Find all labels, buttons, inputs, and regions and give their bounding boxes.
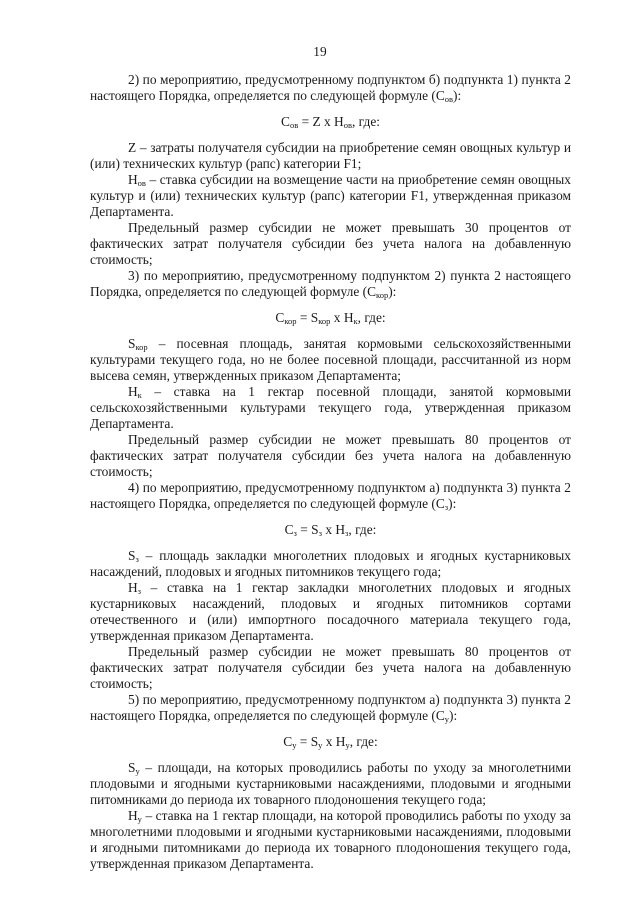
formula-subscript: кор: [284, 316, 297, 326]
paragraph-text-continued: – ставка на 1 гектар посевной площади, занятой кормовыми сельскохозяйственными культурами текущего года, утвержденная приказом Департамента.: [90, 384, 571, 431]
paragraph-text: Н: [128, 808, 138, 823]
paragraph-text-continued: ):: [448, 496, 457, 511]
paragraph-subscript: к: [137, 390, 142, 400]
paragraph-subscript: кор: [135, 342, 148, 352]
paragraph: [90, 432, 571, 480]
paragraph: [90, 580, 571, 644]
formula-subscript: з: [318, 528, 322, 538]
paragraph: [90, 172, 571, 220]
paragraph: [90, 268, 571, 300]
paragraph-text-continued: – площадь закладки многолетних плодовых и ягодных кустарниковых насаждений, плодовых и ягодных питомников текущего года;: [90, 548, 571, 579]
formula-subscript: ов: [289, 120, 299, 130]
paragraph: [90, 220, 571, 268]
paragraph-text: Н: [128, 172, 138, 187]
paragraph-text-continued: – посевная площадь, занятая кормовыми сельскохозяйственными культурами текущего года, но не более посевной площади, рассчитанной из норм высева семян, утвержденных приказом Департамента;: [90, 336, 571, 383]
formula-subscript: кор: [318, 316, 331, 326]
formula-part: , где:: [348, 522, 377, 537]
formula-subscript: з: [345, 528, 349, 538]
paragraph-text: 4) по мероприятию, предусмотренному подпунктом а) подпункта 3) пункта 2 настоящего Порядка, определяется по следующей формуле (С: [90, 480, 571, 511]
formula-part: , где:: [349, 734, 378, 749]
formula-subscript: ов: [343, 120, 352, 130]
paragraph-subscript: у: [137, 814, 142, 824]
paragraph: [90, 760, 571, 808]
paragraph-subscript: з: [137, 586, 142, 596]
paragraph-text-continued: – площади, на которых проводились работы по уходу за многолетними плодовыми и ягодными кустарниковыми насаждениями, плодовыми и ягодными питомниками до периода их товарного плодоношения текущего года;: [90, 760, 571, 807]
formula-part: , где:: [357, 310, 386, 325]
paragraph-text: Н: [128, 580, 138, 595]
formula-part: х Н: [330, 310, 354, 325]
paragraph: [90, 692, 571, 724]
formula-part: С: [284, 522, 294, 537]
formula-part: х Н: [322, 734, 346, 749]
formula-part: х Н: [321, 522, 346, 537]
paragraph: [90, 480, 571, 512]
formula: [90, 114, 571, 130]
paragraph-subscript: ов: [137, 178, 146, 188]
formula-part: С: [283, 734, 293, 749]
paragraph-text-continued: ):: [449, 708, 458, 723]
page-number: 19: [313, 44, 327, 59]
paragraph: [90, 384, 571, 432]
paragraph-text: Предельный размер субсидии не может превышать 80 процентов от фактических затрат получателя субсидии без учета налога на добавленную стоимость;: [90, 432, 571, 479]
document-body: [90, 72, 571, 872]
formula-part: С: [281, 114, 290, 129]
paragraph-text: 3) по мероприятию, предусмотренному подпунктом 2) пункта 2 настоящего Порядка, определяется по следующей формуле (С: [90, 268, 571, 299]
paragraph: [90, 808, 571, 872]
paragraph-text: S: [128, 336, 136, 351]
paragraph: [90, 72, 571, 104]
paragraph: [90, 644, 571, 692]
formula: [90, 734, 571, 750]
paragraph: [90, 548, 571, 580]
formula-part: = S: [296, 310, 319, 325]
paragraph-subscript: ов: [444, 94, 454, 104]
paragraph-text: S: [128, 760, 136, 775]
paragraph-text-continued: – ставка субсидии на возмещение части на приобретение семян овощных культур и (или) технических культур (рапс) категории F1, утвержденная приказом Департамента.: [90, 172, 571, 219]
formula-part: С: [275, 310, 285, 325]
paragraph-text: Предельный размер субсидии не может превышать 30 процентов от фактических затрат получателя субсидии без учета налога на добавленную стоимость;: [90, 220, 571, 267]
paragraph-subscript: у: [444, 714, 450, 724]
formula-part: = S: [296, 522, 319, 537]
paragraph-subscript: з: [135, 554, 139, 564]
formula-subscript: к: [353, 316, 358, 326]
paragraph-text: Н: [128, 384, 138, 399]
paragraph-text-continued: ):: [388, 284, 397, 299]
formula: [90, 310, 571, 326]
paragraph-subscript: з: [444, 502, 449, 512]
paragraph-text: Предельный размер субсидии не может превышать 80 процентов от фактических затрат получателя субсидии без учета налога на добавленную стоимость;: [90, 644, 571, 691]
paragraph-text: Z – затраты получателя субсидии на приобретение семян овощных культур и (или) технических культур (рапс) категории F1;: [90, 140, 571, 171]
paragraph-text: S: [128, 548, 136, 563]
formula-part: = S: [296, 734, 319, 749]
paragraph-text: 2) по мероприятию, предусмотренному подпунктом б) подпункта 1) пункта 2 настоящего Порядка, определяется по следующей формуле (С: [90, 72, 571, 103]
paragraph-text-continued: ):: [453, 88, 462, 103]
paragraph-subscript: у: [135, 766, 140, 776]
formula: [90, 522, 571, 538]
paragraph: [90, 140, 571, 172]
formula-subscript: у: [292, 740, 297, 750]
formula-subscript: з: [293, 528, 297, 538]
formula-subscript: у: [318, 740, 323, 750]
formula-part: = Z х Н: [298, 114, 344, 129]
paragraph-text: 5) по мероприятию, предусмотренному подпунктом а) подпункта 3) пункта 2 настоящего Порядка, определяется по следующей формуле (С: [90, 692, 571, 723]
paragraph: [90, 336, 571, 384]
formula-subscript: у: [345, 740, 350, 750]
paragraph-text-continued: – ставка на 1 гектар площади, на которой проводились работы по уходу за многолетними плодовыми и ягодными кустарниковыми насаждениями, плодовыми и ягодными питомниками до периода их товарного плодоношения текущего года, утвержденная приказом Департамента.: [90, 808, 571, 871]
formula-part: , где:: [351, 114, 380, 129]
paragraph-text-continued: – ставка на 1 гектар закладки многолетних плодовых и ягодных кустарниковых насаждений, плодовых и ягодных питомников сортами отечественного и (или) импортного посадочного материала текущего года, утвержденная приказом Департамента.: [90, 580, 571, 643]
paragraph-subscript: кор: [376, 290, 389, 300]
